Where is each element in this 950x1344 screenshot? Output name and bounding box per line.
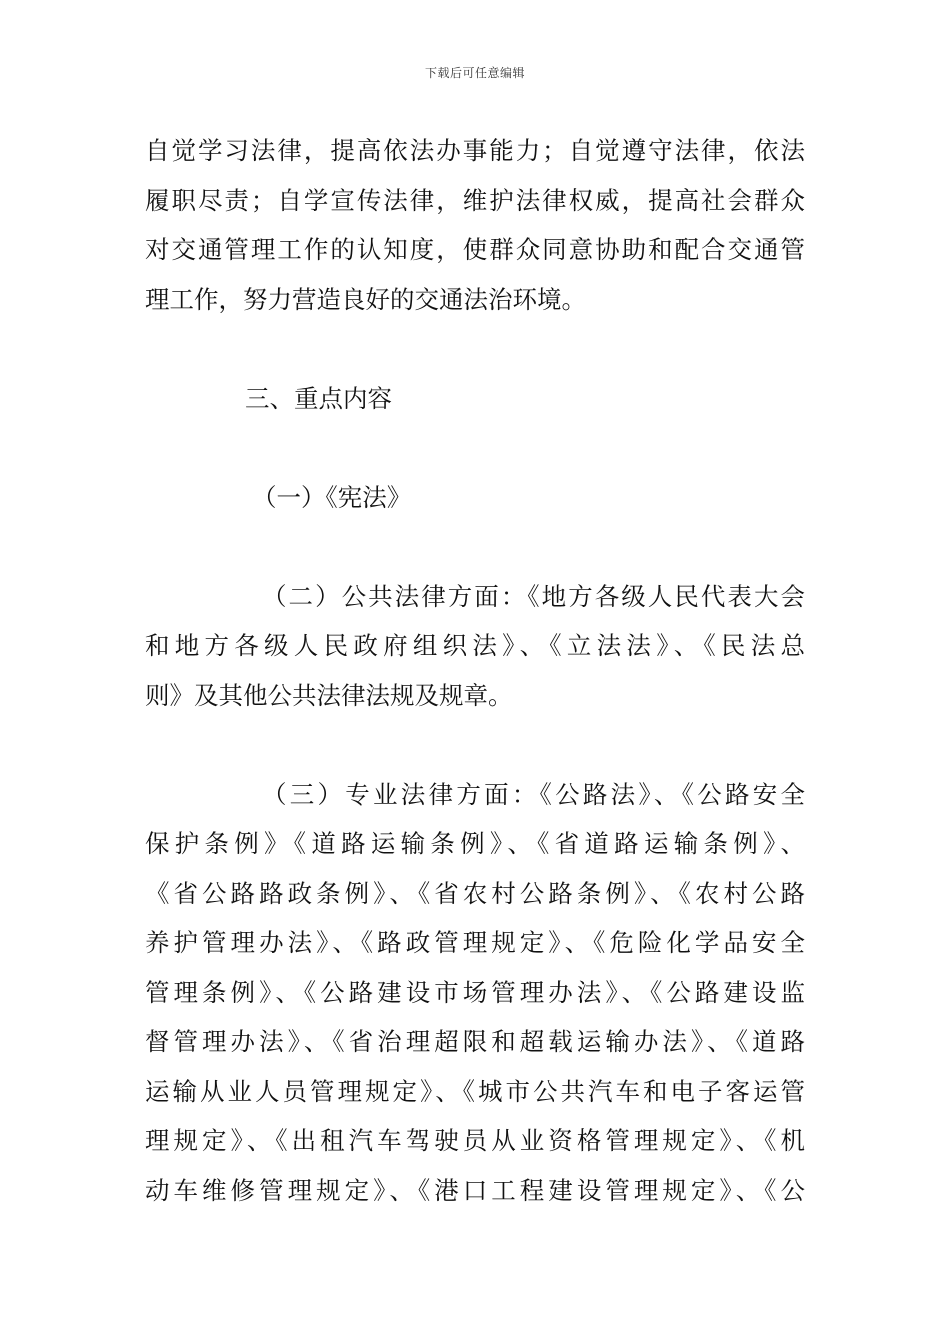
- paragraph-line: 自觉学习法律，提高依法办事能力；自觉遵守法律，依法: [145, 136, 805, 165]
- item-heading-constitution: （一）《宪法》: [252, 482, 412, 512]
- paragraph-line: 督管理办法》、《省治理超限和超载运输办法》、《道路: [145, 1027, 805, 1056]
- paragraph-line: 和地方各级人民政府组织法》、《立法法》、《民法总: [145, 631, 805, 660]
- paragraph-legal-awareness: [145, 126, 805, 324]
- paragraph-line: （二）公共法律方面：《地方各级人民代表大会: [262, 581, 805, 611]
- paragraph-line: 保护条例》《道路运输条例》、《省道路运输条例》、: [145, 829, 805, 858]
- paragraph-professional-law: [145, 770, 805, 1216]
- paragraph-line: （三）专业法律方面：《公路法》、《公路安全: [262, 779, 805, 809]
- paragraph-line: 运输从业人员管理规定》、《城市公共汽车和电子客运管: [145, 1076, 805, 1106]
- paragraph-line: 则》及其他公共法律法规及规章。: [145, 680, 513, 710]
- document-body: [145, 126, 805, 1215]
- paragraph-line: 理工作，努力营造良好的交通法治环境。: [145, 284, 586, 314]
- paragraph-line: 管理条例》、《公路建设市场管理办法》、《公路建设监: [145, 977, 805, 1007]
- section-heading-key-content: 三、重点内容: [245, 383, 392, 413]
- paragraph-line: 理规定》、《出租汽车驾驶员从业资格管理规定》、《机: [145, 1126, 805, 1155]
- paragraph-line: 养护管理办法》、《路政管理规定》、《危险化学品安全: [145, 928, 805, 957]
- paragraph-line: 对交通管理工作的认知度，使群众同意协助和配合交通管: [145, 235, 805, 264]
- paragraph-line: 履职尽责；自学宣传法律，维护法律权威，提高社会群众: [145, 185, 805, 215]
- paragraph-line: 《省公路路政条例》、《省农村公路条例》、《农村公路: [145, 878, 805, 908]
- paragraph-public-law: [145, 572, 805, 721]
- paragraph-line: 动车维修管理规定》、《港口工程建设管理规定》、《公: [145, 1175, 805, 1205]
- page-header-note: 下载后可任意编辑: [424, 66, 525, 80]
